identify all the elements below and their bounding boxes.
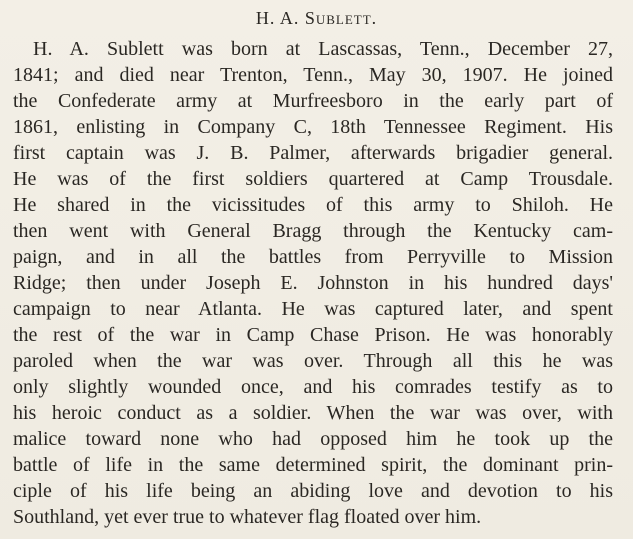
text-line: H. A. Sublett was born at Lascassas, Tenn., December 27, <box>33 38 613 60</box>
text-line: paign, and in all the battles from Perryville to Mission <box>13 246 613 268</box>
text-line: then went with General Bragg through the Kentucky cam- <box>13 220 613 242</box>
article-title: H. A. Sublett. <box>255 8 378 28</box>
text-line: He shared in the vicissitudes of this army to Shiloh. He <box>13 194 613 216</box>
article-body <box>13 36 613 530</box>
text-line: his heroic conduct as a soldier. When the war was over, with <box>13 402 613 424</box>
text-line: only slightly wounded once, and his comrades testify as to <box>13 376 613 398</box>
text-line: the Confederate army at Murfreesboro in the early part of <box>13 90 613 112</box>
text-line: Ridge; then under Joseph E. Johnston in his hundred days' <box>13 272 613 294</box>
text-line: 1841; and died near Trenton, Tenn., May 30, 1907. He joined <box>13 64 613 86</box>
text-line: the rest of the war in Camp Chase Prison. He was honorably <box>13 324 613 346</box>
text-line: battle of life in the same determined spirit, the dominant prin- <box>13 454 613 476</box>
text-line: paroled when the war was over. Through all this he was <box>13 350 613 372</box>
text-line: Southland, yet ever true to whatever flag floated over him. <box>13 506 482 528</box>
text-line: malice toward none who had opposed him he took up the <box>13 428 613 450</box>
text-line: 1861, enlisting in Company C, 18th Tennessee Regiment. His <box>13 116 613 138</box>
text-line: He was of the first soldiers quartered at Camp Trousdale. <box>13 168 613 190</box>
text-line: campaign to near Atlanta. He was captured later, and spent <box>13 298 613 320</box>
text-line: first captain was J. B. Palmer, afterwards brigadier general. <box>13 142 613 164</box>
text-line: ciple of his life being an abiding love and devotion to his <box>13 480 613 502</box>
